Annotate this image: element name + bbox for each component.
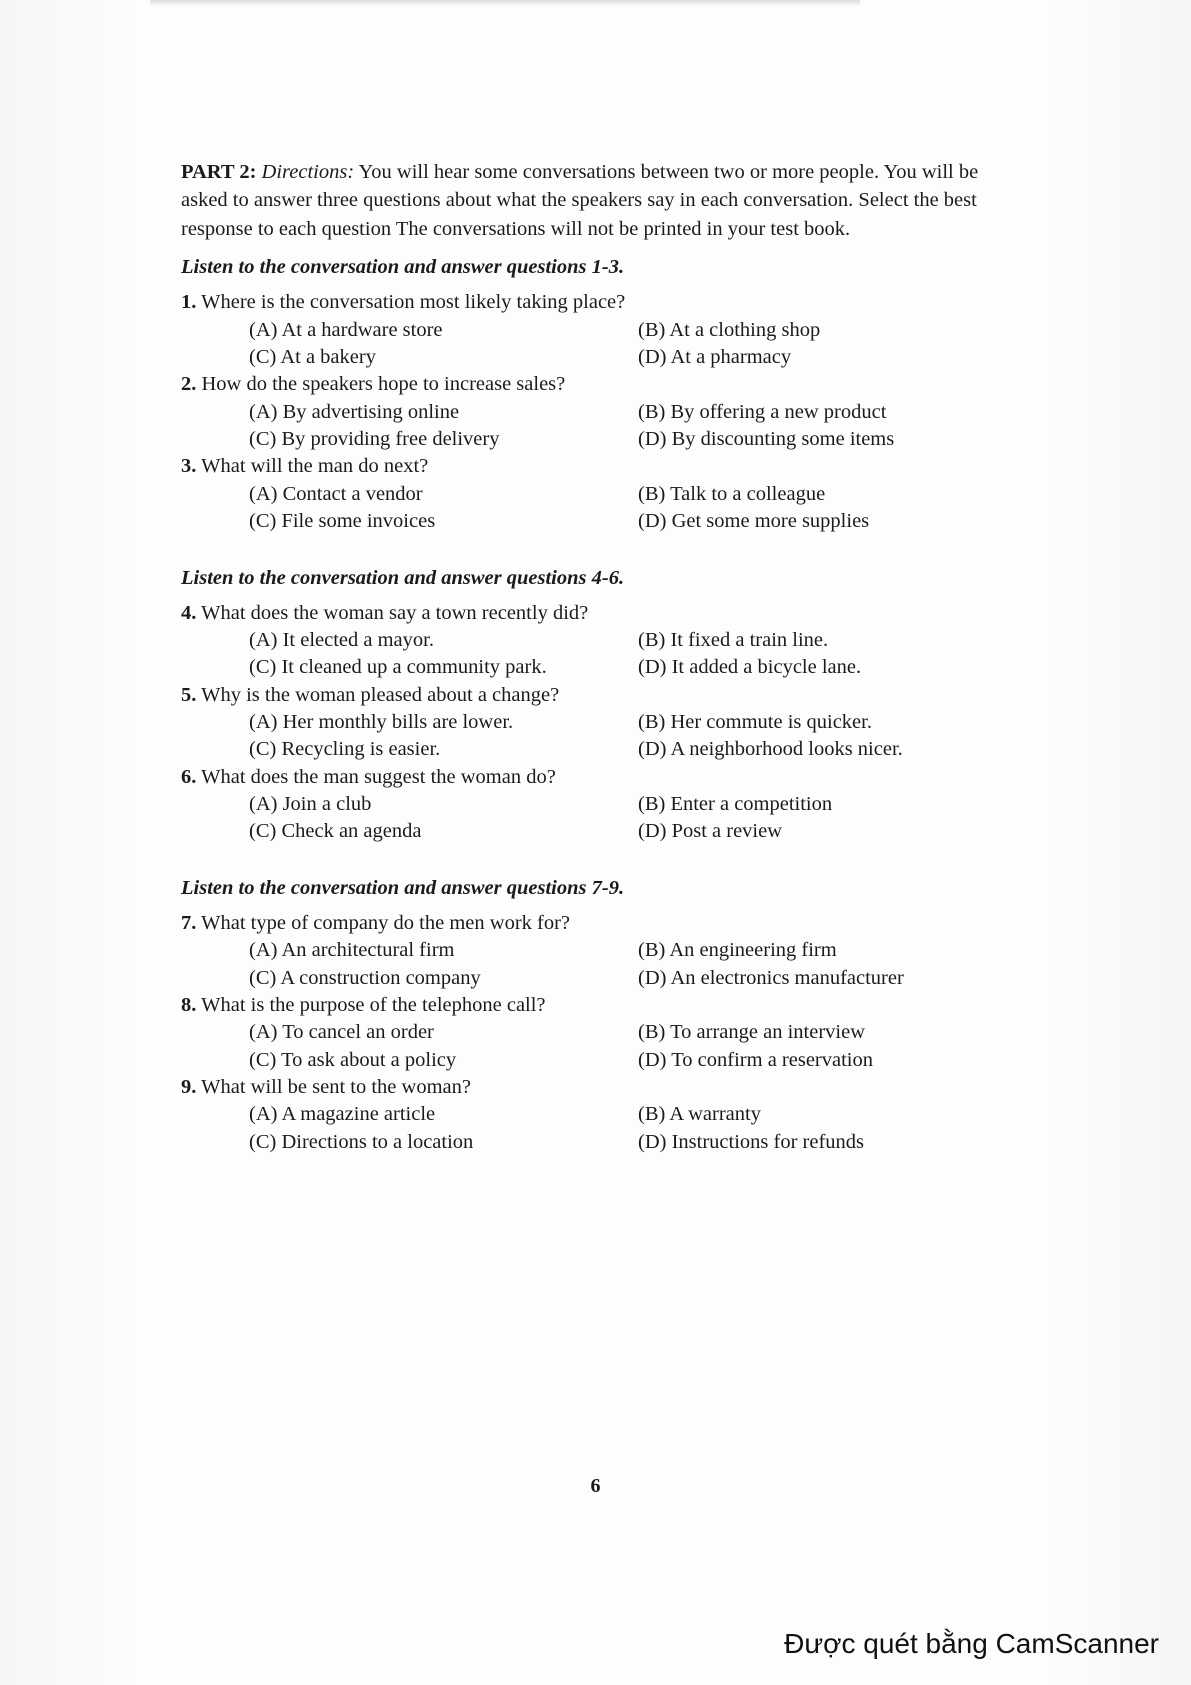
directions-paragraph (181, 158, 1011, 243)
question-text: What type of company do the men work for? (201, 911, 571, 934)
question-text: What does the woman say a town recently did? (201, 601, 589, 624)
option-c: (C) Directions to a location (249, 1130, 474, 1153)
option-a: (A) An architectural firm (249, 939, 455, 962)
question-4 (181, 600, 1011, 682)
option-c: (C) At a bakery (249, 346, 376, 369)
answer-options (181, 481, 1011, 536)
option-a: (A) By advertising online (249, 400, 460, 423)
option-d: (D) Post a review (638, 820, 783, 843)
directions-text: You will hear some conversations between two or more people. You will be asked to answer three questions about what the speakers say in each conversation. Select the best response to each question The conversations will not be printed in your test book. (181, 161, 979, 240)
option-d: (D) It added a bicycle lane. (638, 656, 862, 679)
question-number: 6. (181, 765, 197, 788)
question-stem (181, 289, 1011, 317)
option-b: (B) Enter a competition (638, 793, 833, 816)
answer-options (181, 709, 1011, 764)
option-b: (B) To arrange an interview (638, 1021, 866, 1044)
question-text: How do the speakers hope to increase sales? (201, 373, 566, 396)
questions-list (181, 289, 1011, 535)
question-number: 7. (181, 911, 197, 934)
option-d: (D) At a pharmacy (638, 346, 792, 369)
scan-edge-shadow (150, 0, 860, 6)
option-b: (B) Talk to a colleague (638, 482, 826, 505)
option-c: (C) It cleaned up a community park. (249, 656, 547, 679)
option-c: (C) Check an agenda (249, 820, 422, 843)
option-b: (B) By offering a new product (638, 400, 887, 423)
option-b: (B) Her commute is quicker. (638, 711, 872, 734)
option-c: (C) File some invoices (249, 510, 436, 533)
question-stem (181, 910, 1011, 938)
answer-options (181, 791, 1011, 846)
answer-options (181, 399, 1011, 454)
option-c: (C) To ask about a policy (249, 1048, 457, 1071)
option-c: (C) By providing free delivery (249, 428, 500, 451)
option-a: (A) Her monthly bills are lower. (249, 711, 514, 734)
question-8 (181, 992, 1011, 1074)
part-label: PART 2: (181, 161, 257, 183)
option-d: (D) To confirm a reservation (638, 1048, 873, 1071)
question-6 (181, 764, 1011, 846)
section-questions-4-6 (181, 564, 1011, 846)
question-1 (181, 289, 1011, 371)
question-stem (181, 453, 1011, 481)
question-number: 9. (181, 1075, 197, 1098)
question-text: Where is the conversation most likely taking place? (201, 291, 626, 314)
answer-options (181, 627, 1011, 682)
questions-list (181, 910, 1011, 1156)
question-number: 1. (181, 291, 197, 314)
option-c: (C) A construction company (249, 966, 481, 989)
section-heading: Listen to the conversation and answer questions 1-3. (181, 256, 625, 279)
question-number: 8. (181, 993, 197, 1016)
question-number: 5. (181, 683, 197, 706)
option-d: (D) An electronics manufacturer (638, 966, 904, 989)
page-number: 6 (590, 1475, 601, 1497)
question-9 (181, 1074, 1011, 1156)
answer-options (181, 1101, 1011, 1156)
question-text: What does the man suggest the woman do? (201, 765, 556, 788)
question-stem (181, 992, 1011, 1020)
question-text: What will be sent to the woman? (201, 1075, 471, 1098)
question-stem (181, 764, 1011, 792)
option-d: (D) By discounting some items (638, 428, 895, 451)
option-a: (A) A magazine article (249, 1103, 436, 1126)
question-text: Why is the woman pleased about a change? (201, 683, 560, 706)
option-d: (D) Get some more supplies (638, 510, 870, 533)
option-b: (B) At a clothing shop (638, 318, 821, 341)
question-text: What is the purpose of the telephone call? (201, 993, 546, 1016)
camscanner-watermark: Được quét bằng CamScanner (784, 1628, 1159, 1659)
question-5 (181, 682, 1011, 764)
section-heading: Listen to the conversation and answer questions 4-6. (181, 566, 625, 589)
answer-options (181, 1019, 1011, 1074)
option-a: (A) It elected a mayor. (249, 629, 434, 651)
question-2 (181, 371, 1011, 453)
option-a: (A) Contact a vendor (249, 482, 423, 505)
section-questions-1-3 (181, 253, 1011, 535)
option-d: (D) A neighborhood looks nicer. (638, 738, 903, 761)
questions-list (181, 600, 1011, 846)
question-stem (181, 1074, 1011, 1102)
directions-label: Directions: (261, 161, 355, 183)
question-3 (181, 453, 1011, 535)
option-b: (B) It fixed a train line. (638, 629, 829, 651)
section-heading: Listen to the conversation and answer questions 7-9. (181, 876, 625, 899)
answer-options (181, 317, 1011, 372)
question-number: 3. (181, 455, 197, 478)
question-number: 2. (181, 373, 197, 396)
section-questions-7-9 (181, 874, 1011, 1156)
option-a: (A) To cancel an order (249, 1021, 434, 1044)
question-stem (181, 371, 1011, 399)
question-stem (181, 600, 1011, 628)
question-number: 4. (181, 601, 197, 624)
page-content (181, 158, 1011, 1156)
question-7 (181, 910, 1011, 992)
answer-options (181, 937, 1011, 992)
option-b: (B) An engineering firm (638, 939, 837, 962)
option-b: (B) A warranty (638, 1103, 761, 1126)
option-c: (C) Recycling is easier. (249, 738, 441, 761)
question-text: What will the man do next? (201, 455, 429, 478)
option-a: (A) At a hardware store (249, 318, 443, 341)
question-stem (181, 682, 1011, 710)
option-a: (A) Join a club (249, 793, 372, 816)
option-d: (D) Instructions for refunds (638, 1130, 865, 1153)
